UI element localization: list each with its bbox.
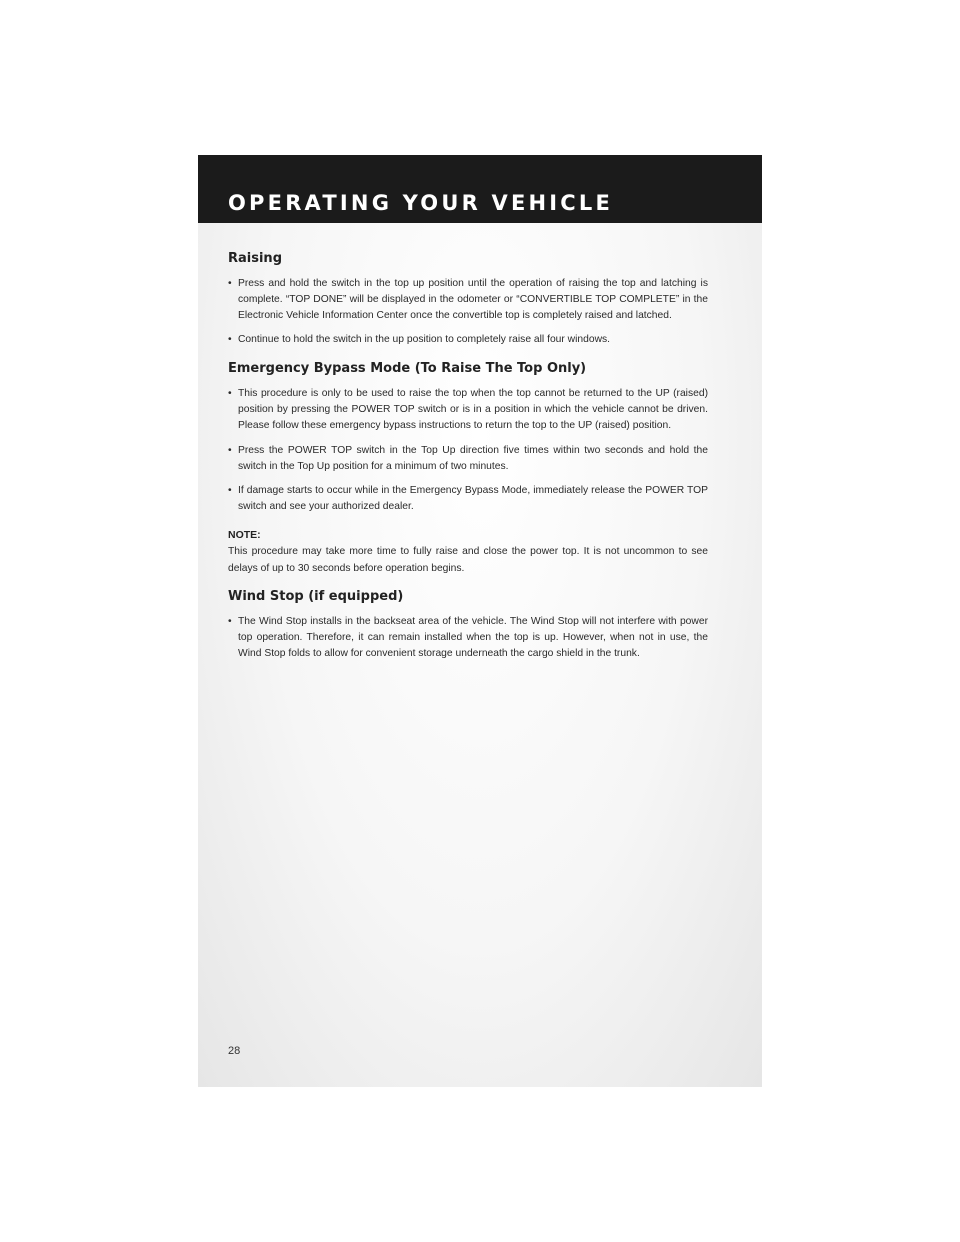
list-item: • Press and hold the switch in the top up position until the operation of raising the top and latching is complete. “TOP DONE” will be displayed in the odometer or “CONVERTIBLE TOP COMPLETE” in the Electronic Vehicle Information Center once the convertible top is completely raised and latched. bbox=[228, 276, 708, 325]
page-number: 28 bbox=[228, 1045, 241, 1057]
note-label: NOTE: bbox=[228, 529, 261, 542]
heading-wind-stop: Wind Stop (if equipped) bbox=[228, 589, 404, 605]
raising-list bbox=[228, 276, 708, 349]
heading-raising: Raising bbox=[228, 251, 282, 266]
list-item: • This procedure is only to be used to raise the top when the top cannot be returned to the UP (raised) position by pressing the POWER TOP switch or is in a position in which the vehicle cannot be driven. Please follow these emergency bypass instructions to return the top to the UP (raised) position. bbox=[228, 386, 708, 435]
list-item: • Press the POWER TOP switch in the Top Up direction five times within two seconds and hold the switch in the Top Up position for a minimum of two minutes. bbox=[228, 443, 708, 475]
page-content bbox=[228, 251, 708, 676]
section-header-bar bbox=[198, 155, 762, 223]
manual-page bbox=[198, 155, 762, 1087]
list-item: • If damage starts to occur while in the Emergency Bypass Mode, immediately release the POWER TOP switch and see your authorized dealer. bbox=[228, 483, 708, 515]
list-item: • The Wind Stop installs in the backseat area of the vehicle. The Wind Stop will not interfere with power top operation. Therefore, it can remain installed when the top is up. However, when not in use, the Wind Stop folds to allow for convenient storage underneath the cargo shield in the trunk. bbox=[228, 614, 708, 663]
wind-stop-list bbox=[228, 614, 708, 663]
list-item: • Continue to hold the switch in the up position to completely raise all four windows. bbox=[228, 332, 708, 348]
heading-emergency-bypass-mode: Emergency Bypass Mode (To Raise The Top Only) bbox=[228, 361, 587, 377]
note-text: This procedure may take more time to fully raise and close the power top. It is not uncommon to see delays of up to 30 seconds before operation begins. bbox=[228, 546, 708, 575]
emergency-bypass-list bbox=[228, 386, 708, 515]
section-title: OPERATING YOUR VEHICLE bbox=[228, 191, 614, 215]
